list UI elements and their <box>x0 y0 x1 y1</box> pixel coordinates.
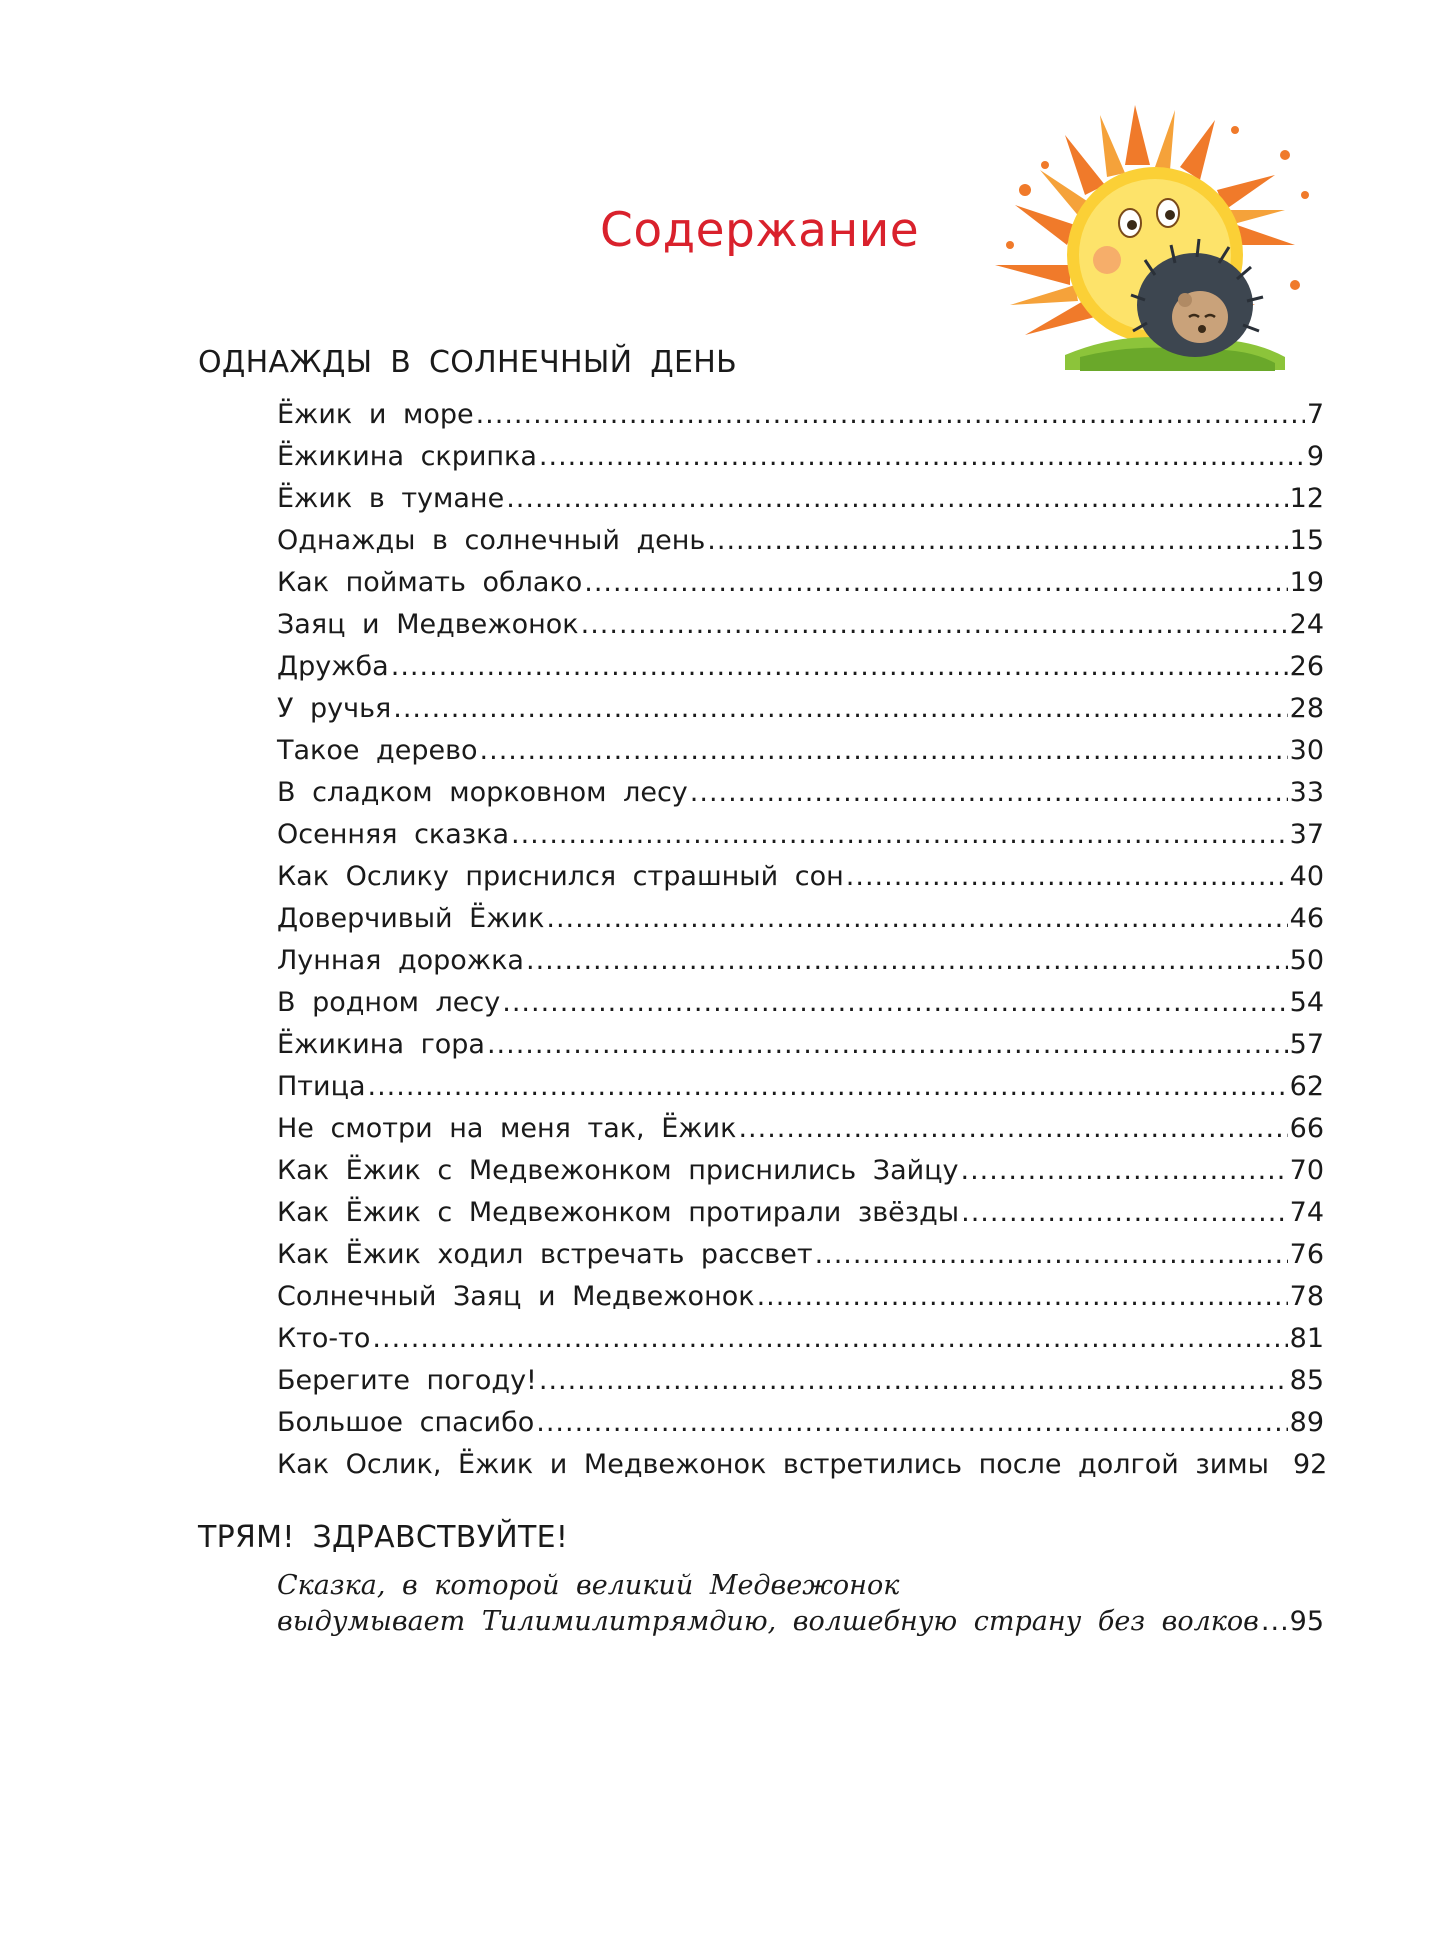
leader-dots <box>391 651 1288 682</box>
toc-entry <box>277 609 1324 651</box>
toc-entry-page: 40 <box>1289 861 1324 892</box>
toc-entry <box>277 777 1324 819</box>
toc-entry-title: Не смотри на меня так, Ёжик <box>277 1113 737 1144</box>
toc-entry-title: У ручья <box>277 693 392 724</box>
toc-entry <box>277 483 1324 525</box>
toc-entry-page: 19 <box>1289 567 1324 598</box>
toc-entry <box>277 903 1324 945</box>
toc-entry-line2 <box>277 1606 1324 1644</box>
toc-entry-page: 12 <box>1289 483 1324 514</box>
leader-dots <box>581 609 1288 640</box>
toc-entry-page: 54 <box>1289 987 1324 1018</box>
toc-entry-page: 15 <box>1289 525 1324 556</box>
toc-entry <box>277 1407 1324 1449</box>
toc-entry <box>277 1365 1324 1407</box>
toc-entry-page: 37 <box>1289 819 1324 850</box>
leader-dots <box>526 945 1288 976</box>
toc-entry-title: В родном лесу <box>277 987 501 1018</box>
toc-entry-title: В сладком морковном лесу <box>277 777 688 808</box>
leader-dots <box>690 777 1288 808</box>
toc-entry <box>277 735 1324 777</box>
toc-entry-page: 70 <box>1289 1155 1324 1186</box>
toc-entry-page: 62 <box>1289 1071 1324 1102</box>
toc-entry-page: 24 <box>1289 609 1324 640</box>
sun-with-hedgehog-illustration <box>985 95 1325 385</box>
toc-entry-title: Как Ослик, Ёжик и Медвежонок встретились после долгой зимы <box>277 1449 1269 1480</box>
toc-entry <box>277 1323 1324 1365</box>
toc-entry-title-line2: выдумывает Тилимилитрямдию, волшебную страну без волков <box>277 1606 1259 1637</box>
toc-entry-title: Как Ёжик ходил встречать рассвет <box>277 1239 813 1270</box>
toc-entry <box>277 1113 1324 1155</box>
toc-entry <box>277 525 1324 567</box>
toc-entry-title: Кто-то <box>277 1323 371 1354</box>
toc-entry <box>277 1155 1324 1197</box>
toc-entry-title: Осенняя сказка <box>277 819 509 850</box>
leader-dots <box>961 1197 1288 1228</box>
toc-entry-page: 26 <box>1289 651 1324 682</box>
toc-entry <box>277 1239 1324 1281</box>
toc-entry-title: Как Ослику приснился страшный сон <box>277 861 844 892</box>
leader-dots <box>502 987 1287 1018</box>
toc-entry <box>277 1197 1324 1239</box>
toc-entry-page: 74 <box>1289 1197 1324 1228</box>
leader-dots <box>536 1407 1287 1438</box>
toc-entry <box>277 651 1324 693</box>
leader-dots <box>372 1323 1287 1354</box>
toc-entry <box>277 819 1324 861</box>
toc-entry <box>277 1281 1324 1323</box>
toc-entry-page: 89 <box>1289 1407 1324 1438</box>
leader-dots <box>961 1155 1288 1186</box>
toc-entry-title: Как поймать облако <box>277 567 583 598</box>
leader-dots <box>487 1029 1288 1060</box>
toc-entry-title: Такое дерево <box>277 735 478 766</box>
leader-dots <box>815 1239 1288 1270</box>
leader-dots <box>584 567 1287 598</box>
toc-entry-title: Ёжикина скрипка <box>277 441 537 472</box>
toc-list <box>277 399 1328 1491</box>
toc-entry <box>277 1071 1324 1113</box>
leader-dots <box>393 693 1287 724</box>
page-title: Содержание <box>600 203 920 258</box>
leader-dots <box>506 483 1287 514</box>
leader-dots <box>707 525 1287 556</box>
leader-dots <box>1261 1606 1288 1637</box>
toc-entry-page: 76 <box>1289 1239 1324 1270</box>
toc-entry-title: Дружба <box>277 651 389 682</box>
toc-entry-page: 78 <box>1289 1281 1324 1312</box>
toc-entry-title: Лунная дорожка <box>277 945 524 976</box>
toc-entry-page: 66 <box>1289 1113 1324 1144</box>
leader-dots <box>480 735 1288 766</box>
toc-entry <box>277 861 1324 903</box>
leader-dots <box>757 1281 1288 1312</box>
toc-entry-title: Ёжик и море <box>277 399 474 430</box>
toc-entry-title: Птица <box>277 1071 366 1102</box>
toc-entry-title: Заяц и Медвежонок <box>277 609 579 640</box>
toc-entry-title: Как Ёжик с Медвежонком приснились Зайцу <box>277 1155 959 1186</box>
toc-entry-page: 85 <box>1289 1365 1324 1396</box>
toc-entry-page: 81 <box>1289 1323 1324 1354</box>
toc-entry-page: 92 <box>1292 1449 1328 1480</box>
toc-entry-title: Берегите погоду! <box>277 1365 537 1396</box>
leader-dots <box>539 1365 1288 1396</box>
toc-entry-page: 7 <box>1306 399 1324 430</box>
toc-entry-title: Ёжик в тумане <box>277 483 505 514</box>
leader-dots <box>546 903 1287 934</box>
toc-entry <box>277 693 1324 735</box>
toc-entry-title: Как Ёжик с Медвежонком протирали звёзды <box>277 1197 960 1228</box>
leader-dots <box>511 819 1288 850</box>
toc-entry-title: Солнечный Заяц и Медвежонок <box>277 1281 755 1312</box>
toc-entry <box>277 987 1324 1029</box>
toc-entry-title: Ёжикина гора <box>277 1029 485 1060</box>
toc-entry-title: Однажды в солнечный день <box>277 525 706 556</box>
toc-entry-page: 57 <box>1289 1029 1324 1060</box>
toc-entry <box>277 441 1324 483</box>
toc-entry <box>277 945 1324 987</box>
section-title: ТРЯМ! ЗДРАВСТВУЙТЕ! <box>198 1520 569 1555</box>
toc-entry <box>277 399 1324 441</box>
toc-entry-multiline <box>277 1570 1324 1644</box>
toc-entry-page: 30 <box>1289 735 1324 766</box>
toc-entry <box>277 1029 1324 1071</box>
section-title: ОДНАЖДЫ В СОЛНЕЧНЫЙ ДЕНЬ <box>198 345 737 380</box>
toc-entry <box>277 1449 1328 1491</box>
toc-entry-title: Доверчивый Ёжик <box>277 903 545 934</box>
toc-entry-page: 33 <box>1289 777 1324 808</box>
toc-entry-page: 28 <box>1289 693 1324 724</box>
toc-entry-page: 95 <box>1289 1606 1324 1637</box>
leader-dots <box>476 399 1305 430</box>
toc-entry <box>277 567 1324 609</box>
toc-entry-title-line1: Сказка, в которой великий Медвежонок <box>277 1570 900 1601</box>
leader-dots <box>846 861 1288 892</box>
toc-entry-page: 46 <box>1289 903 1324 934</box>
leader-dots <box>539 441 1305 472</box>
toc-entry-title: Большое спасибо <box>277 1407 535 1438</box>
leader-dots <box>368 1071 1288 1102</box>
leader-dots <box>738 1113 1287 1144</box>
toc-entry-page: 9 <box>1306 441 1324 472</box>
toc-entry-page: 50 <box>1289 945 1324 976</box>
